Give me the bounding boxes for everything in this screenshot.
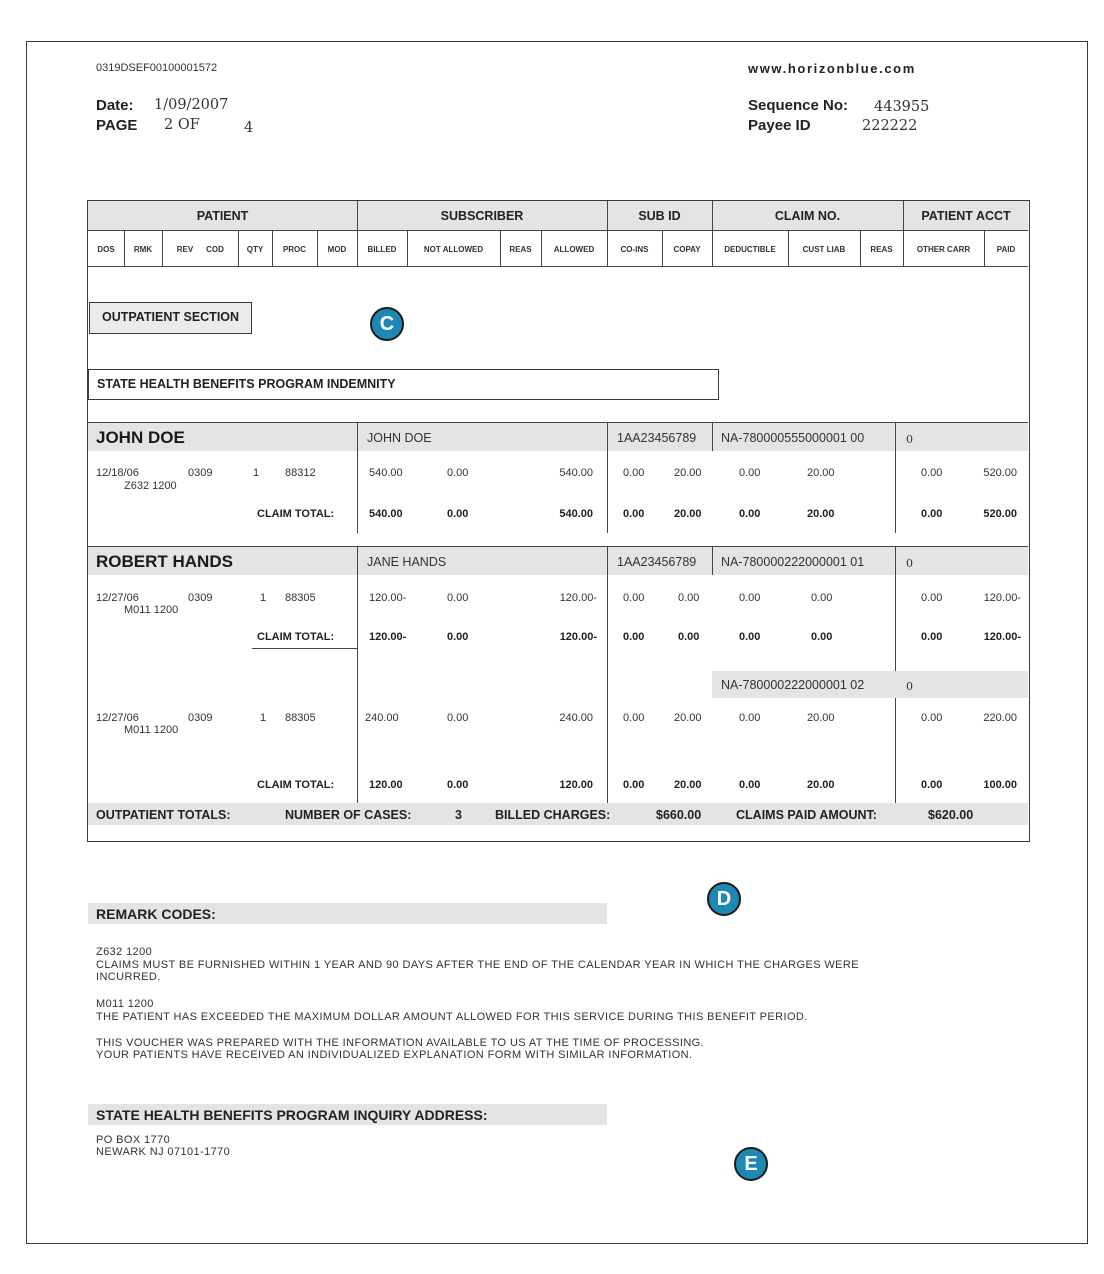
line-deductible: 0.00: [739, 592, 761, 604]
line-dos: 12/27/06: [96, 592, 139, 604]
total-co-ins: 0.00: [623, 779, 645, 791]
total-paid: 120.00-: [983, 631, 1021, 643]
total-deductible: 0.00: [739, 779, 761, 791]
patient-name: JOHN DOE: [96, 428, 185, 447]
outpatient-totals-bar: [88, 803, 1028, 825]
total-co-ins: 0.00: [623, 508, 645, 520]
voucher-note-cont: YOUR PATIENTS HAVE RECEIVED AN INDIVIDUALIZED EXPLANATION FORM WITH SIMILAR INFORMATION.: [96, 1049, 693, 1061]
column-divider: [712, 423, 713, 451]
column-divider: [357, 547, 358, 803]
line-copay: 0.00: [678, 592, 700, 604]
claim-total-label: CLAIM TOTAL:: [257, 631, 335, 643]
total-other-carr: 0.00: [921, 779, 943, 791]
claims-paid-label: CLAIMS PAID AMOUNT:: [736, 808, 877, 822]
payee-label: Payee ID: [748, 117, 811, 134]
total-copay: 20.00: [674, 779, 702, 791]
total-not-allowed: 0.00: [447, 779, 469, 791]
line-allowed: 540.00: [559, 467, 593, 479]
payee-value: 222222: [862, 118, 918, 134]
document-id: 0319DSEF00100001572: [96, 62, 218, 74]
line-rev: 0309: [188, 467, 213, 479]
patient-acct: 0: [906, 433, 913, 446]
claim-number: NA-780000222000001 02: [721, 678, 865, 692]
outpatient-section-label: OUTPATIENT SECTION: [89, 302, 252, 334]
patient-acct: 0: [906, 680, 913, 693]
col-proc: PROC: [282, 245, 307, 254]
col-reas-2: REAS: [870, 245, 893, 254]
group-patient-acct: PATIENT ACCT: [921, 209, 1011, 223]
column-divider: [895, 423, 896, 533]
column-divider: [607, 423, 608, 533]
voucher-note: THIS VOUCHER WAS PREPARED WITH THE INFORMATION AVAILABLE TO US AT THE TIME OF PROCESSING.: [96, 1037, 705, 1049]
total-co-ins: 0.00: [623, 631, 645, 643]
col-dos: DOS: [97, 245, 115, 254]
line-dos: 12/27/06: [96, 712, 139, 724]
line-deductible: 0.00: [739, 467, 761, 479]
sequence-value: 443955: [874, 99, 930, 115]
column-divider: [712, 547, 713, 575]
line-qty: 1: [253, 467, 260, 479]
inquiry-address-line2: NEWARK NJ 07101-1770: [96, 1146, 231, 1158]
total-other-carr: 0.00: [921, 631, 943, 643]
line-copay: 20.00: [674, 467, 702, 479]
col-allowed: ALLOWED: [553, 245, 595, 254]
total-underline: [252, 648, 357, 649]
line-proc: 88312: [285, 467, 316, 479]
line-rev: 0309: [188, 712, 213, 724]
line-allowed: 240.00: [559, 712, 593, 724]
remark-z632-text-cont: INCURRED.: [96, 971, 161, 983]
col-not-allowed: NOT ALLOWED: [423, 245, 484, 254]
page-total: 4: [244, 120, 254, 136]
line-rev: 0309: [188, 592, 213, 604]
total-allowed: 540.00: [559, 508, 593, 520]
remark-codes-heading: REMARK CODES:: [88, 903, 607, 924]
claim-number: NA-780000555000001 00: [721, 431, 865, 445]
column-divider: [357, 423, 358, 533]
line-other-carr: 0.00: [921, 467, 943, 479]
page-value: 2 OF: [164, 117, 200, 133]
group-claim-no: CLAIM NO.: [774, 209, 841, 223]
header-divider: [88, 230, 1028, 231]
col-copay: COPAY: [673, 245, 701, 254]
patient-name: ROBERT HANDS: [96, 552, 233, 571]
total-cust-liab: 20.00: [807, 779, 835, 791]
total-billed: 120.00-: [369, 631, 407, 643]
line-allowed: 120.00-: [559, 592, 597, 604]
line-co-ins: 0.00: [623, 592, 645, 604]
page-label: PAGE: [96, 117, 138, 134]
cases-label: NUMBER OF CASES:: [285, 808, 412, 822]
line-copay: 20.00: [674, 712, 702, 724]
line-co-ins: 0.00: [623, 712, 645, 724]
remark-z632-code: Z632 1200: [96, 946, 153, 958]
line-cust-liab: 20.00: [807, 467, 835, 479]
line-remark: M011 1200: [124, 604, 179, 616]
line-billed: 540.00: [369, 467, 403, 479]
totals-label: OUTPATIENT TOTALS:: [96, 808, 231, 822]
col-rmk: RMK: [133, 245, 153, 254]
subscriber-name: JOHN DOE: [367, 431, 432, 445]
line-remark: M011 1200: [124, 724, 179, 736]
website-url[interactable]: www.horizonblue.com: [748, 61, 916, 76]
col-co-ins: CO-INS: [620, 245, 649, 254]
line-qty: 1: [260, 712, 267, 724]
date-label: Date:: [96, 97, 134, 114]
col-paid: PAID: [996, 245, 1016, 254]
billed-charges-label: BILLED CHARGES:: [495, 808, 611, 822]
total-cust-liab: 20.00: [807, 508, 835, 520]
line-proc: 88305: [285, 712, 316, 724]
line-dos: 12/18/06: [96, 467, 139, 479]
marker-c: C: [370, 307, 404, 341]
line-not-allowed: 0.00: [447, 467, 469, 479]
line-paid: 220.00: [983, 712, 1017, 724]
total-deductible: 0.00: [739, 631, 761, 643]
claim-total-label: CLAIM TOTAL:: [257, 508, 335, 520]
column-divider: [162, 230, 163, 266]
marker-e: E: [734, 1147, 768, 1181]
line-not-allowed: 0.00: [447, 712, 469, 724]
col-billed: BILLED: [367, 245, 397, 254]
claims-table: [87, 200, 1030, 842]
col-rev: REV: [176, 245, 194, 254]
line-qty: 1: [260, 592, 267, 604]
total-copay: 0.00: [678, 631, 700, 643]
col-reas: REAS: [509, 245, 532, 254]
total-copay: 20.00: [674, 508, 702, 520]
total-cust-liab: 0.00: [811, 631, 833, 643]
col-deductible: DEDUCTIBLE: [724, 245, 776, 254]
claim-total-label: CLAIM TOTAL:: [257, 779, 335, 791]
line-paid: 120.00-: [983, 592, 1021, 604]
program-label: STATE HEALTH BENEFITS PROGRAM INDEMNITY: [88, 369, 719, 400]
col-cod: COD: [206, 245, 224, 254]
col-qty: QTY: [246, 245, 264, 254]
claim-number: NA-780000222000001 01: [721, 555, 865, 569]
remark-m011-text: THE PATIENT HAS EXCEEDED THE MAXIMUM DOLLAR AMOUNT ALLOWED FOR THIS SERVICE DURING THIS BENEFIT PERIOD.: [96, 1011, 808, 1023]
total-allowed: 120.00: [559, 779, 593, 791]
column-divider: [607, 547, 608, 803]
cases-value: 3: [455, 808, 462, 822]
line-billed: 240.00: [365, 712, 399, 724]
total-other-carr: 0.00: [921, 508, 943, 520]
line-remark: Z632 1200: [124, 480, 177, 492]
sub-id: 1AA23456789: [617, 555, 697, 569]
total-billed: 540.00: [369, 508, 403, 520]
marker-d: D: [707, 882, 741, 916]
header-bottom-line: [88, 266, 1028, 267]
total-allowed: 120.00-: [559, 631, 597, 643]
line-other-carr: 0.00: [921, 592, 943, 604]
sequence-label: Sequence No:: [748, 97, 849, 114]
total-billed: 120.00: [369, 779, 403, 791]
total-not-allowed: 0.00: [447, 508, 469, 520]
line-billed: 120.00-: [369, 592, 407, 604]
line-not-allowed: 0.00: [447, 592, 469, 604]
group-patient: PATIENT: [196, 209, 249, 223]
total-deductible: 0.00: [739, 508, 761, 520]
inquiry-address-line1: PO BOX 1770: [96, 1134, 171, 1146]
billed-charges-value: $660.00: [656, 808, 702, 822]
col-mod: MOD: [327, 245, 347, 254]
line-co-ins: 0.00: [623, 467, 645, 479]
line-proc: 88305: [285, 592, 316, 604]
total-paid: 100.00: [983, 779, 1017, 791]
group-sub-id: SUB ID: [638, 209, 681, 223]
line-cust-liab: 0.00: [811, 592, 833, 604]
remark-m011-code: M011 1200: [96, 998, 154, 1010]
line-other-carr: 0.00: [921, 712, 943, 724]
col-cust-liab: CUST LIAB: [802, 245, 846, 254]
sub-id: 1AA23456789: [617, 431, 697, 445]
date-value: 1/09/2007: [154, 97, 229, 113]
remark-z632-text: CLAIMS MUST BE FURNISHED WITHIN 1 YEAR AND 90 DAYS AFTER THE END OF THE CALENDAR YEAR IN WHICH THE CHARGES WERE: [96, 959, 859, 971]
patient-band: [88, 423, 1028, 451]
line-paid: 520.00: [983, 467, 1017, 479]
line-deductible: 0.00: [739, 712, 761, 724]
patient-acct: 0: [906, 557, 913, 570]
col-other-carr: OTHER CARR: [916, 245, 971, 254]
total-paid: 520.00: [983, 508, 1017, 520]
inquiry-address-heading: STATE HEALTH BENEFITS PROGRAM INQUIRY ADDRESS:: [88, 1104, 607, 1125]
claims-paid-value: $620.00: [928, 808, 974, 822]
total-not-allowed: 0.00: [447, 631, 469, 643]
subscriber-name: JANE HANDS: [367, 555, 447, 569]
line-cust-liab: 20.00: [807, 712, 835, 724]
group-subscriber: SUBSCRIBER: [440, 209, 524, 223]
